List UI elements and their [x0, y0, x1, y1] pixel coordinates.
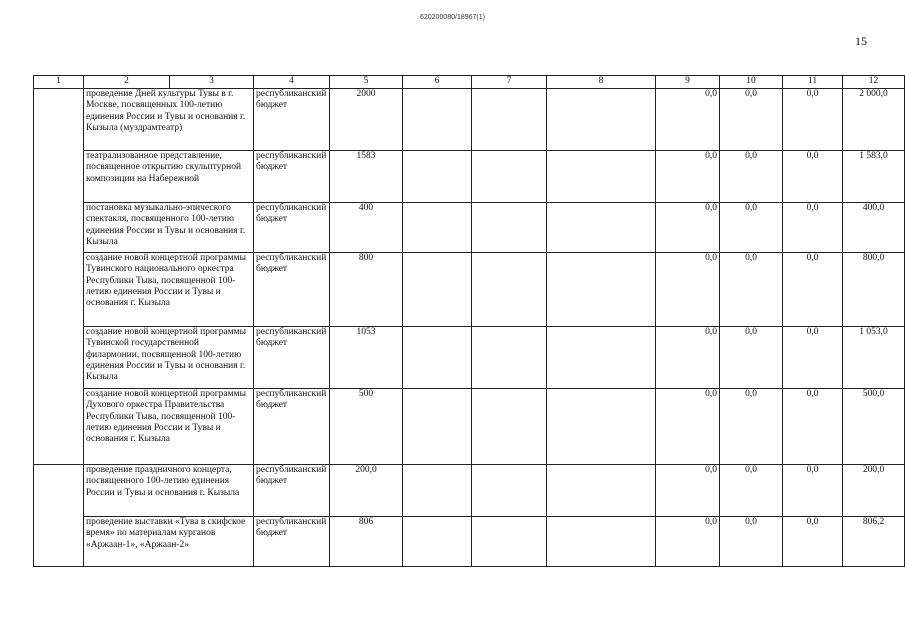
value-col7 [472, 517, 547, 567]
value-col8 [547, 151, 656, 203]
value-col7 [472, 89, 547, 151]
event-description: театрализованное представление, посвященное открытию скульптурной композиции на Набережной [84, 151, 254, 203]
value-col10: 0,0 [720, 151, 783, 203]
table-row [34, 389, 905, 465]
value-col6 [403, 253, 472, 327]
table-row [34, 151, 905, 203]
event-description: постановка музыкально-эпического спектакля, посвященного 100-летию единения России и Тувы и основания г. Кызыла [84, 203, 254, 253]
funding-source: республиканский бюджет [254, 517, 330, 567]
value-col11: 0,0 [783, 203, 843, 253]
table-row [34, 89, 905, 151]
value-col8 [547, 203, 656, 253]
value-col5: 500 [330, 389, 403, 465]
merged-cell-col1 [34, 465, 84, 567]
value-col6 [403, 203, 472, 253]
event-description: проведение выставки «Тува в скифское время» по материалам курганов «Аржаан-1», «Аржаан-2» [84, 517, 254, 567]
value-col10: 0,0 [720, 203, 783, 253]
value-col12: 1 053,0 [843, 327, 905, 389]
value-col11: 0,0 [783, 89, 843, 151]
value-col12: 806,2 [843, 517, 905, 567]
value-col9: 0,0 [656, 465, 720, 517]
table-row [34, 327, 905, 389]
value-col6 [403, 389, 472, 465]
value-col5: 2000 [330, 89, 403, 151]
value-col8 [547, 389, 656, 465]
funding-source: республиканский бюджет [254, 89, 330, 151]
value-col9: 0,0 [656, 203, 720, 253]
funding-source: республиканский бюджет [254, 203, 330, 253]
value-col12: 1 583,0 [843, 151, 905, 203]
value-col6 [403, 151, 472, 203]
column-header: 6 [403, 76, 472, 89]
table-row [34, 465, 905, 517]
value-col5: 200,0 [330, 465, 403, 517]
value-col6 [403, 517, 472, 567]
value-col12: 200,0 [843, 465, 905, 517]
value-col12: 2 000,0 [843, 89, 905, 151]
table-row [34, 517, 905, 567]
value-col7 [472, 203, 547, 253]
column-header: 5 [330, 76, 403, 89]
event-description: создание новой концертной программы Духового оркестра Правительства Республики Тыва, посвященной 100-летию единения России и Тувы и основания г. Кызыла [84, 389, 254, 465]
column-header: 8 [547, 76, 656, 89]
value-col11: 0,0 [783, 253, 843, 327]
value-col5: 1053 [330, 327, 403, 389]
value-col5: 800 [330, 253, 403, 327]
value-col6 [403, 465, 472, 517]
table-row [34, 203, 905, 253]
value-col12: 400,0 [843, 203, 905, 253]
value-col9: 0,0 [656, 89, 720, 151]
value-col5: 1583 [330, 151, 403, 203]
value-col7 [472, 253, 547, 327]
funding-source: республиканский бюджет [254, 151, 330, 203]
value-col7 [472, 465, 547, 517]
column-header: 9 [656, 76, 720, 89]
event-description: создание новой концертной программы Тувинского национального оркестра Республики Тыва, посвященной 100-летию единения России и Тувы и основания г. Кызыла [84, 253, 254, 327]
value-col11: 0,0 [783, 327, 843, 389]
column-header: 7 [472, 76, 547, 89]
column-header: 2 [84, 76, 170, 89]
value-col7 [472, 389, 547, 465]
value-col11: 0,0 [783, 389, 843, 465]
value-col11: 0,0 [783, 151, 843, 203]
event-description: проведение праздничного концерта, посвященного 100-летию единения России и Тувы и основания г. Кызыла [84, 465, 254, 517]
value-col8 [547, 465, 656, 517]
value-col5: 806 [330, 517, 403, 567]
column-header: 12 [843, 76, 905, 89]
funding-source: республиканский бюджет [254, 253, 330, 327]
column-header: 3 [170, 76, 254, 89]
funding-source: республиканский бюджет [254, 327, 330, 389]
budget-table [33, 75, 905, 567]
value-col5: 400 [330, 203, 403, 253]
value-col10: 0,0 [720, 465, 783, 517]
value-col7 [472, 327, 547, 389]
value-col12: 800,0 [843, 253, 905, 327]
value-col9: 0,0 [656, 517, 720, 567]
value-col10: 0,0 [720, 327, 783, 389]
value-col9: 0,0 [656, 327, 720, 389]
column-number-row [34, 76, 905, 89]
column-header: 10 [720, 76, 783, 89]
value-col6 [403, 89, 472, 151]
page-number: 15 [855, 34, 867, 48]
value-col12: 500,0 [843, 389, 905, 465]
value-col8 [547, 89, 656, 151]
value-col8 [547, 517, 656, 567]
column-header: 11 [783, 76, 843, 89]
value-col8 [547, 327, 656, 389]
funding-source: республиканский бюджет [254, 465, 330, 517]
column-header: 1 [34, 76, 84, 89]
value-col9: 0,0 [656, 151, 720, 203]
value-col10: 0,0 [720, 253, 783, 327]
merged-cell-col1 [34, 89, 84, 465]
value-col7 [472, 151, 547, 203]
event-description: создание новой концертной программы Тувинской государственной филармонии, посвященной 100-летию единения России и Тувы и основания г. Кызыла [84, 327, 254, 389]
value-col10: 0,0 [720, 89, 783, 151]
table-row [34, 253, 905, 327]
value-col11: 0,0 [783, 465, 843, 517]
column-header: 4 [254, 76, 330, 89]
value-col6 [403, 327, 472, 389]
value-col10: 0,0 [720, 389, 783, 465]
value-col10: 0,0 [720, 517, 783, 567]
value-col9: 0,0 [656, 253, 720, 327]
value-col9: 0,0 [656, 389, 720, 465]
event-description: проведение Дней культуры Тувы в г. Москве, посвященных 100-летию единения России и Тувы и основания г. Кызыла (муздрамтеатр) [84, 89, 254, 151]
document-registration-id: 620200080/18967(1) [419, 14, 485, 21]
value-col11: 0,0 [783, 517, 843, 567]
value-col8 [547, 253, 656, 327]
funding-source: республиканский бюджет [254, 389, 330, 465]
